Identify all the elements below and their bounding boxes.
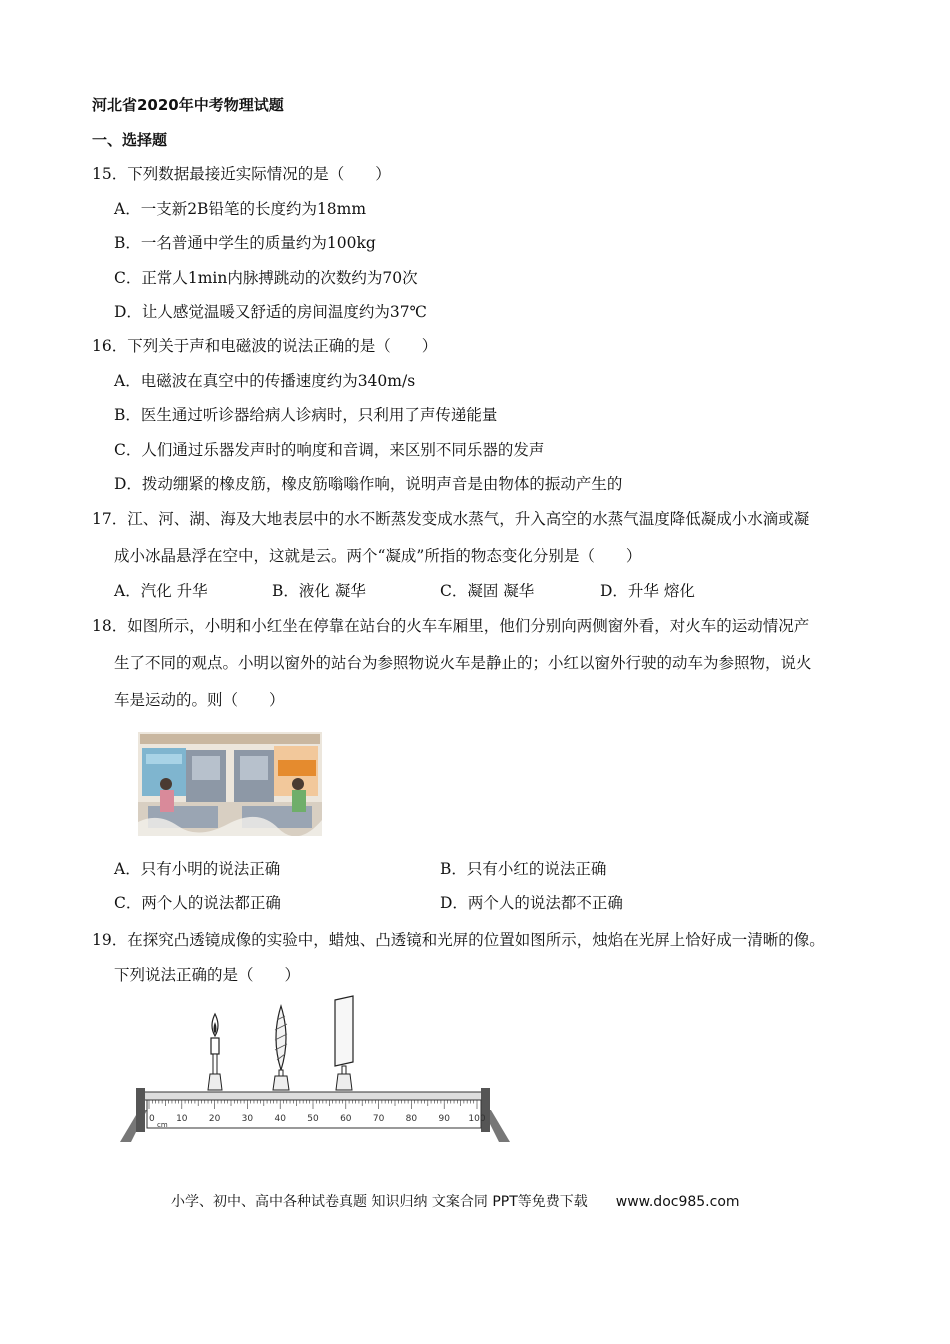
question-15-stem: 15．下列数据最接近实际情况的是（ ） [92,165,391,183]
question-15-option-d: D．让人感觉温暖又舒适的房间温度约为37℃ [114,303,427,321]
question-18-stem-line1: 18．如图所示，小明和小红坐在停靠在站台的火车车厢里，他们分别向两侧窗外看，对火车的运动情况产 [92,617,810,635]
question-19-stem-line1: 19．在探究凸透镜成像的实验中，蜡烛、凸透镜和光屏的位置如图所示，烛焰在光屏上恰好成一清晰的像。 [92,931,825,949]
scale-tick-label: 50 [307,1114,319,1124]
optical-bench-figure [115,992,515,1144]
question-17-option-a: A．汽化 升华 [114,582,208,600]
question-16-option-a: A．电磁波在真空中的传播速度约为340m/s [114,372,416,390]
question-18-option-d: D．两个人的说法都不正确 [440,894,623,912]
scale-tick-label: 80 [405,1114,418,1124]
question-16-option-d: D．拨动绷紧的橡皮筋，橡皮筋嗡嗡作响，说明声音是由物体的振动产生的 [114,475,623,493]
question-18-option-a: A．只有小明的说法正确 [114,860,281,878]
question-15-option-b: B．一名普通中学生的质量约为100kg [114,234,376,252]
section-heading: 一、选择题 [92,131,168,149]
question-15-option-c: C．正常人1min内脉搏跳动的次数约为70次 [114,269,418,287]
question-18-stem-line3: 车是运动的。则（ ） [114,691,285,709]
scale-tick-label: 100 [468,1114,486,1124]
page-title: 河北省2020年中考物理试题 [92,96,284,114]
scale-tick-label: 20 [208,1114,221,1124]
question-17-option-c: C．凝固 凝华 [440,582,535,600]
question-17-stem-line1: 17．江、河、湖、海及大地表层中的水不断蒸发变成水蒸气，升入高空的水蒸气温度降低凝成小水滴或凝 [92,510,810,528]
convex-lens [273,1006,289,1090]
candle [208,1014,222,1090]
question-17-stem-line2: 成小冰晶悬浮在空中，这就是云。两个“凝成”所指的物态变化分别是（ ） [114,547,642,565]
question-18-option-c: C．两个人的说法都正确 [114,894,281,912]
question-16-stem: 16．下列关于声和电磁波的说法正确的是（ ） [92,337,438,355]
scale-tick-label: 90 [438,1114,450,1124]
question-19-stem-line2: 下列说法正确的是（ ） [114,966,301,984]
scale-tick-label: 40 [274,1114,286,1124]
question-15-option-a: A．一支新2B铅笔的长度约为18mm [114,200,367,218]
question-17-option-b: B．液化 凝华 [272,582,366,600]
scale-unit-label: cm [157,1121,168,1129]
scale-tick-label: 60 [340,1114,352,1124]
page-footer: 小学、初中、高中各种试卷真题 知识归纳 文案合同 PPT等免费下载 www.doc985.com [171,1194,740,1210]
question-16-option-c: C．人们通过乐器发声时的响度和音调，来区别不同乐器的发声 [114,441,545,459]
question-16-option-b: B．医生通过听诊器给病人诊病时，只利用了声传递能量 [114,406,498,424]
scale-tick-label: 30 [241,1114,254,1124]
scale-tick-label: 70 [372,1114,385,1124]
scale-tick-label: 10 [176,1114,188,1124]
question-18-stem-line2: 生了不同的观点。小明以窗外的站台为参照物说火车是静止的；小红以窗外行驶的动车为参照物，说火 [114,654,812,672]
question-17-option-d: D．升华 熔化 [600,582,695,600]
question-18-option-b: B．只有小红的说法正确 [440,860,607,878]
light-screen [335,996,353,1090]
scale-tick-label: 0 [149,1114,155,1124]
train-carriage-figure [138,732,322,836]
